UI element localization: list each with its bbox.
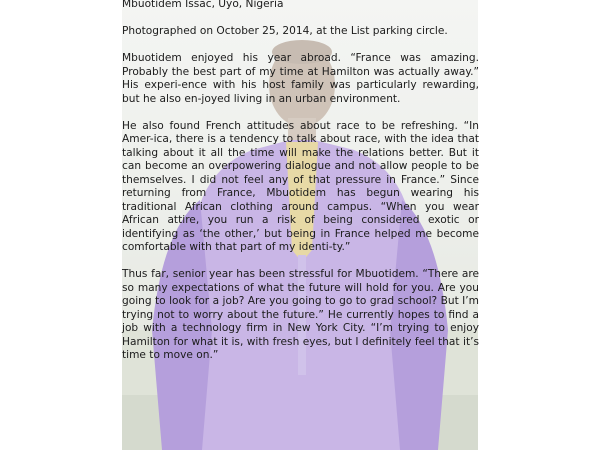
- caption-name: Mbuotidem Issac, Uyo, Nigeria: [122, 0, 284, 10]
- paragraph: He also found French attitudes about race to be refreshing. “In Amer-ica, there is a tendency to talk about race, with the idea that talking about it all the time will make the relations better. But it can become an overpowering dialogue and not allow people to be themselves. I did not feel any of that pressure in France.” Since returning from France, Mbuotidem has begun wearing his traditional African clothing around campus. “When you wear African attire, you run a risk of being considered exotic or identifying as ‘the other,’ but being in France helped me become comfortable with that part of my identi-ty.”: [122, 119, 479, 253]
- article-body: [122, 0, 479, 376]
- caption-photo-details: Photographed on October 25, 2014, at the List parking circle.: [122, 25, 448, 37]
- paragraph: Thus far, senior year has been stressful for Mbuotidem. “There are so many expectations of what the future will hold for you. Are you going to look for a job? Are you going to go to grad school? But I’m trying not to worry about the future.” He currently hopes to find a job with a technology firm in New York City. “I’m trying to enjoy Hamilton for what it is, with fresh eyes, but I definitely feel that it’s time to move on.”: [122, 268, 479, 361]
- paragraph: Mbuotidem enjoyed his year abroad. “France was amazing. Probably the best part of my time at Hamilton was actually away.” His experi-ence with his host family was particularly rewarding, but he also en-joyed living in an urban environment.: [122, 52, 479, 105]
